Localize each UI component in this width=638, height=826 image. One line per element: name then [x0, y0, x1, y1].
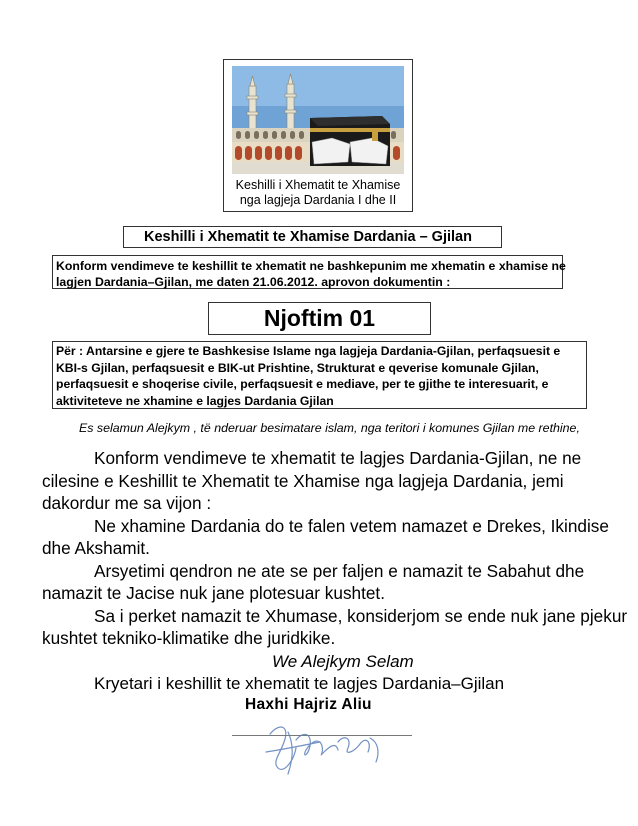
body-line: namazit te Jacise nuk jane plotesuar kushtet. — [42, 583, 385, 603]
body-line: cilesine e Keshillit te Xhematit te Xhamise nga lagjeja Dardania, jemi — [42, 470, 564, 491]
signatory-name: Haxhi Hajriz Aliu — [245, 696, 372, 713]
body-line: kushtet tekniko-klimatike dhe juridkike. — [42, 628, 336, 648]
recipients-line-4: aktiviteteve ne xhamine e lagjes Dardania Gjilan — [56, 393, 334, 408]
body-line: Sa i perket namazit te Xhumase, konsiderjom se ende nuk jane pjekur — [94, 605, 628, 626]
body-line: Arsyetimi qendron ne ate se per faljen e namazit te Sabahut dhe — [94, 560, 585, 581]
intro-line-2: lagjen Dardania–Gjilan, me daten 21.06.2012. aprovon dokumentin : — [56, 275, 451, 289]
recipients-line-3: perfaqsuesit e shoqerise civile, perfaqsuesit e mediave, per te gjithe te interesuarit, e — [56, 377, 549, 391]
logo-caption-line1: Keshilli i Xhematit te Xhamise — [235, 178, 401, 192]
greeting: Es selamun Alejkym , të nderuar besimatare islam, nga teritori i komunes Gjilan me rethine, — [79, 421, 580, 435]
body-line: dhe Akshamit. — [42, 538, 150, 558]
logo-caption-line2: nga lagjeja Dardania I dhe II — [239, 193, 397, 207]
recipients-line-2: KBI-s Gjilan, perfaqsuesit e BIK-ut Prishtine, Strukturat e qeverise komunale Gjilan, — [56, 360, 539, 375]
body-line: Ne xhamine Dardania do te falen vetem namazet e Drekes, Ikindise — [94, 515, 609, 536]
notice-title: Njoftim 01 — [208, 302, 431, 335]
logo-box — [223, 59, 413, 212]
notice-body — [42, 447, 628, 650]
intro-box — [52, 255, 566, 289]
recipients-line-1: Për : Antarsine e gjere te Bashkesise Islame nga lagjeja Dardania-Gjilan, perfaqsuesit e — [56, 344, 561, 358]
kaaba-mosque-logo — [232, 66, 404, 174]
body-line: Konform vendimeve te xhematit te lagjes Dardania-Gjilan, ne ne — [94, 448, 582, 468]
handwritten-signature — [240, 712, 410, 782]
intro-line-1: Konform vendimeve te keshillit te xhematit ne bashkepunim me xhematin e xhamise ne — [56, 259, 566, 273]
chairman-title: Kryetari i keshillit te xhematit te lagjes Dardania–Gjilan — [94, 674, 505, 693]
recipients-box — [52, 341, 587, 409]
body-line: dakordur me sa vijon : — [42, 493, 212, 513]
council-title: Keshilli i Xhematit te Xhamise Dardania – Gjilan — [123, 226, 502, 248]
closing-salutation: We Alejkym Selam — [272, 652, 414, 671]
logo-caption — [224, 178, 412, 208]
